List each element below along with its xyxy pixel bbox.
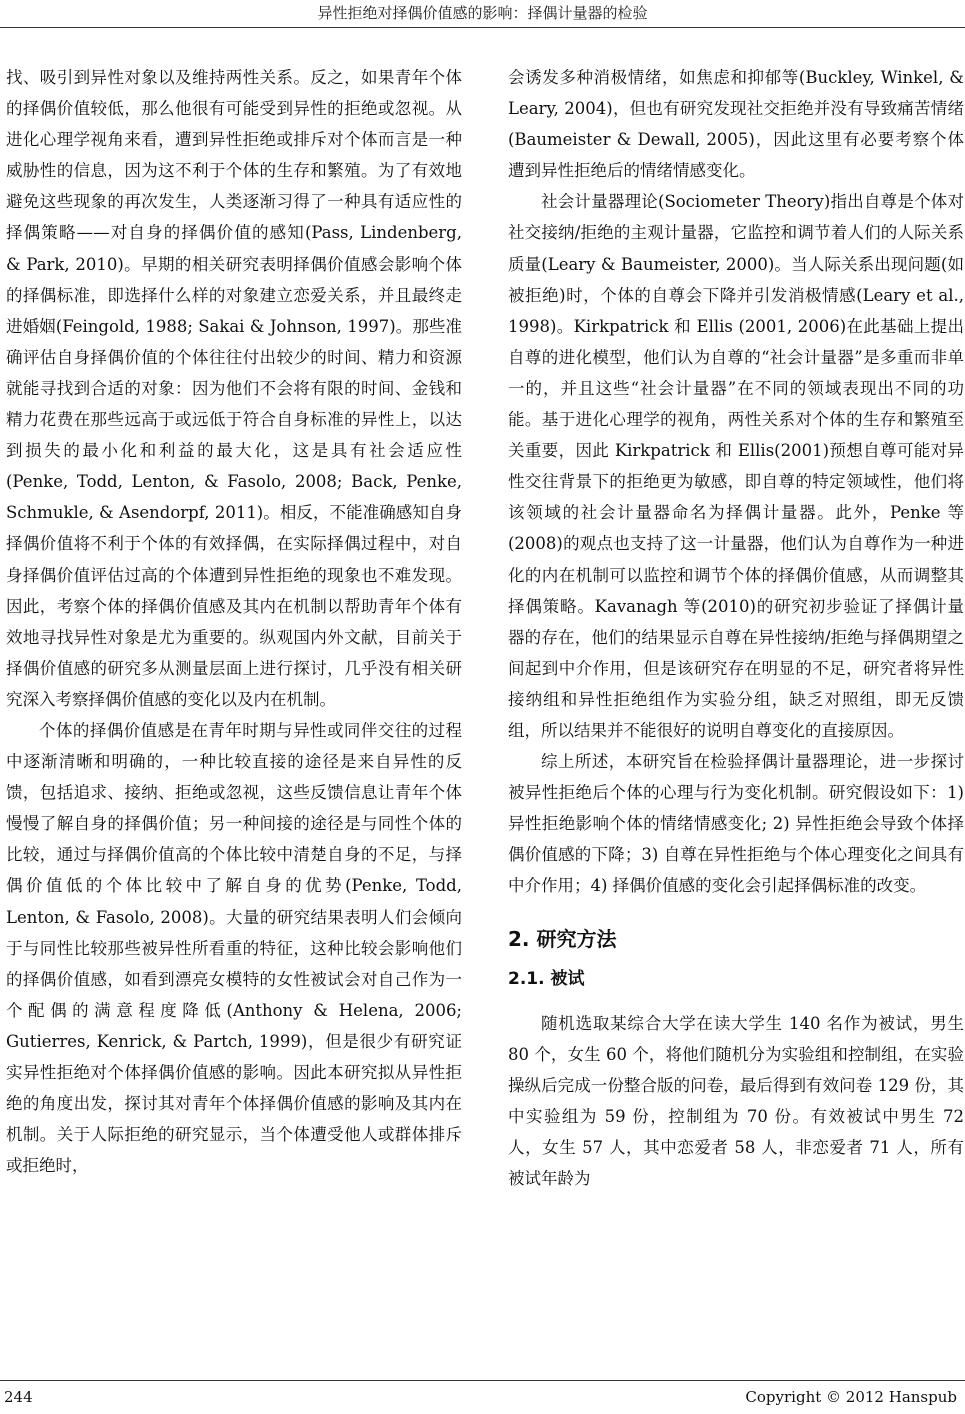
paragraph: 个体的择偶价值感是在青年时期与异性或同伴交往的过程中逐渐清晰和明确的，一种比较直接的途径是来自异性的反馈，包括追求、接纳、拒绝或忽视，这些反馈信息让青年个体慢慢了解自身的择偶价值；另一种间接的途径是与同性个体的比较，通过与择偶价值高的个体比较中清楚自身的不足，与择偶价值低的个体比较中了解自身的优势(Penke, Todd, Lenton, & Fasolo, 2008)。大量的研究结果表明人们会倾向于与同性比较那些被异性所看重的特征，这种比较会影响他们的择偶价值感，如看到漂亮女模特的女性被试会对自己作为一个配偶的满意程度降低(Anthony & Helena, 2006; Gutierres, Kenrick, & Partch, 1999)，但是很少有研究证实异性拒绝对个体择偶价值感的影响。因此本研究拟从异性拒绝的角度出发，探讨其对青年个体择偶价值感的影响及其内在机制。关于人际拒绝的研究显示，当个体遭受他人或群体排斥或拒绝时， <box>6 720 462 1176</box>
header-divider <box>0 27 965 28</box>
paragraph: 找、吸引到异性对象以及维持两性关系。反之，如果青年个体的择偶价值较低，那么他很有可能受到异性的拒绝或忽视。从进化心理学视角来看，遭到异性拒绝或排斥对个体而言是一种威胁性的信息，因为这不利于个体的生存和繁殖。为了有效地避免这些现象的再次发生，人类逐渐习得了一种具有适应性的择偶策略——对自身的择偶价值的感知(Pass, Lindenberg, & Park, 2010)。早期的相关研究表明择偶价值感会影响个体的择偶标准，即选择什么样的对象建立恋爱关系，并且最终走进婚姻(Feingold, 1988; Sakai & Johnson, 1997)。那些准确评估自身择偶价值的个体往往付出较少的时间、精力和资源就能寻找到合适的对象：因为他们不会将有限的时间、金钱和精力花费在那些远高于或远低于符合自身标准的异性上，以达到损失的最小化和利益的最大化，这是具有社会适应性(Penke, Todd, Lenton, & Fasolo, 2008; Back, Penke, Schmukle, & Asendorpf, 2011)。相反，不能准确感知自身择偶价值将不利于个体的有效择偶，在实际择偶过程中，对自身择偶价值评估过高的个体遭到异性拒绝的现象也不难发现。因此，考察个体的择偶价值感及其内在机制以帮助青年个体有效地寻找异性对象是尤为重要的。纵观国内外文献，目前关于择偶价值感的研究多从测量层面上进行探讨，几乎没有相关研究深入考察择偶价值感的变化以及内在机制。 <box>6 68 462 709</box>
paragraph: 会诱发多种消极情绪，如焦虑和抑郁等(Buckley, Winkel, & Leary, 2004)，但也有研究发现社交拒绝并没有导致痛苦情绪(Baumeister & Dewall, 2005)，因此这里有必要考察个体遭到异性拒绝后的情绪情感变化。 <box>508 68 964 181</box>
paragraph: 社会计量器理论(Sociometer Theory)指出自尊是个体对社交接纳/拒绝的主观计量器，它监控和调节着人们的人际关系质量(Leary & Baumeister, 2000)。当人际关系出现问题(如被拒绝)时，个体的自尊会下降并引发消极情感(Leary et al., 1998)。Kirkpatrick 和 Ellis (2001, 2006)在此基础上提出自尊的进化模型，他们认为自尊的“社会计量器”是多重而非单一的，并且这些“社会计量器”在不同的领域表现出不同的功能。基于进化心理学的视角，两性关系对个体的生存和繁殖至关重要，因此 Kirkpatrick 和 Ellis(2001)预想自尊可能对异性交往背景下的拒绝更为敏感，即自尊的特定领域性，他们将该领域的社会计量器命名为择偶计量器。此外，Penke 等(2008)的观点也支持了这一计量器，他们认为自尊作为一种进化的内在机制可以监控和调节个体的择偶价值感，从而调整其择偶策略。Kavanagh 等(2010)的研究初步验证了择偶计量器的存在，他们的结果显示自尊在异性接纳/拒绝与择偶期望之间起到中介作用，但是该研究存在明显的不足，研究者将异性接纳组和异性拒绝组作为实验分组，缺乏对照组，即无反馈组，所以结果并不能很好的说明自尊变化的直接原因。 <box>508 192 964 740</box>
page-number: 244 <box>4 1388 33 1406</box>
running-header: 异性拒绝对择偶价值感的影响：择偶计量器的检验 <box>317 4 648 22</box>
footer-divider <box>0 1380 965 1381</box>
left-column <box>6 62 462 1181</box>
right-column <box>508 62 964 1194</box>
section-heading: 2. 研究方法 <box>508 926 617 951</box>
subsection-heading: 2.1. 被试 <box>508 968 585 989</box>
paragraph: 随机选取某综合大学在读大学生 140 名作为被试，男生 80 个，女生 60 个，将他们随机分为实验组和控制组，在实验操纵后完成一份整合版的问卷，最后得到有效问卷 129 份，其中实验组为 59 份，控制组为 70 份。有效被试中男生 72 人，女生 57 人，其中恋爱者 58 人，非恋爱者 71 人，所有被试年龄为 <box>508 1013 964 1188</box>
paragraph: 综上所述，本研究旨在检验择偶计量器理论，进一步探讨被异性拒绝后个体的心理与行为变化机制。研究假设如下：1) 异性拒绝影响个体的情绪情感变化; 2) 异性拒绝会导致个体择偶价值感的下降；3) 自尊在异性拒绝与个体心理变化之间具有中介作用；4) 择偶价值感的变化会引起择偶标准的改变。 <box>508 752 964 896</box>
copyright-notice: Copyright © 2012 Hanspub <box>745 1388 957 1406</box>
